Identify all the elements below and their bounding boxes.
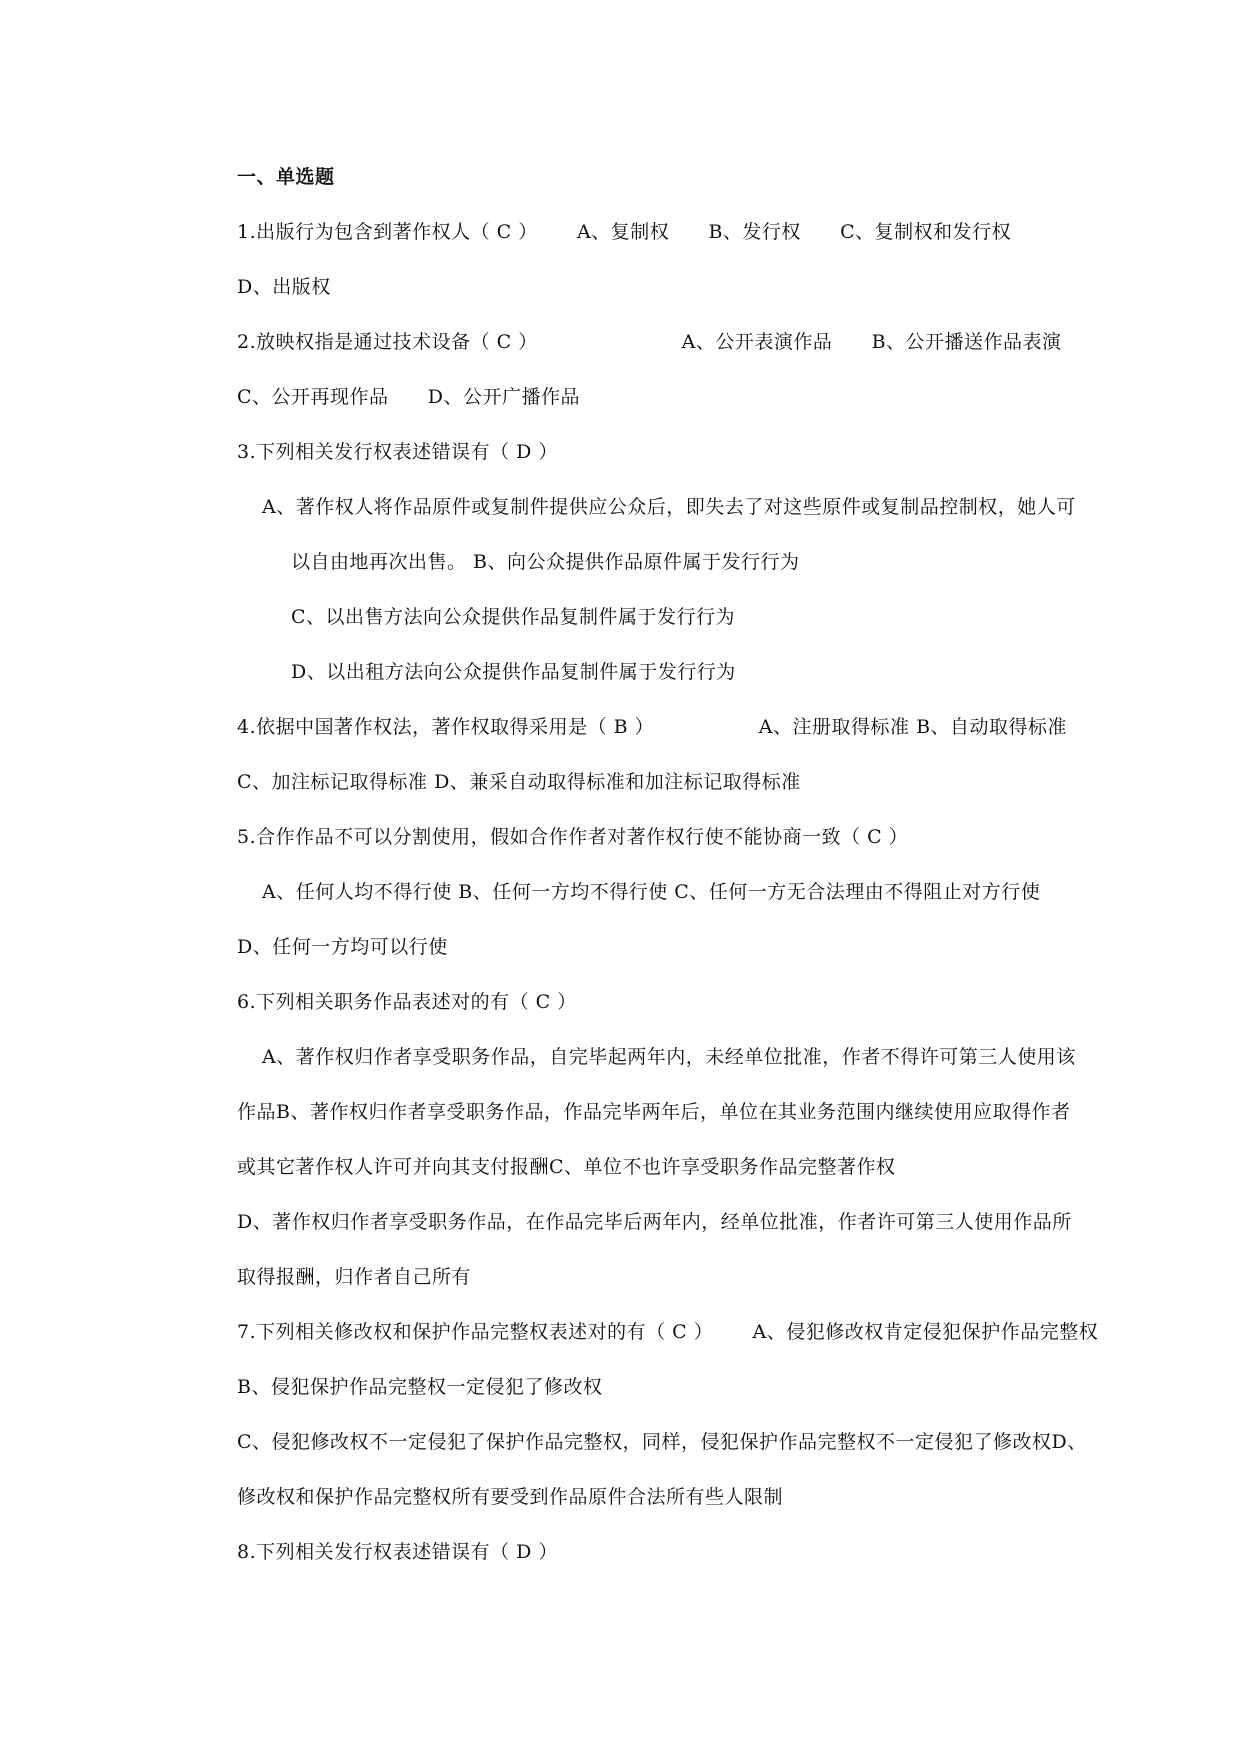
question-4-line: 4.依据中国著作权法，著作权取得采用是（ B ） A、注册取得标准 B、自动取得标准 (237, 716, 1068, 738)
question-3-option-c: C、以出售方法向公众提供作品复制件属于发行行为 (291, 606, 736, 628)
question-7-option-c: C、侵犯修改权不一定侵犯了保护作品完整权，同样，侵犯保护作品完整权不一定侵犯了修改权D、 (237, 1431, 1087, 1453)
question-4-options: C、加注标记取得标准 D、兼采自动取得标准和加注标记取得标准 (237, 771, 801, 793)
question-7-line: 7.下列相关修改权和保护作品完整权表述对的有（ C ） A、侵犯修改权肯定侵犯保护作品完整权 (237, 1321, 1099, 1343)
question-5-line: 5.合作作品不可以分割使用，假如合作作者对著作权行使不能协商一致（ C ） (237, 826, 909, 848)
question-6-option-b: 作品B、著作权归作者享受职务作品，作品完毕两年后，单位在其业务范围内继续使用应取得作者 (237, 1101, 1071, 1123)
question-6-option-d-cont: 取得报酬，归作者自己所有 (237, 1266, 472, 1288)
question-7-option-d: 修改权和保护作品完整权所有要受到作品原件合法所有些人限制 (237, 1486, 784, 1508)
question-1-option-d: D、出版权 (237, 276, 331, 298)
question-7-option-b: B、侵犯保护作品完整权一定侵犯了修改权 (237, 1376, 603, 1398)
question-6-line: 6.下列相关职务作品表述对的有（ C ） (237, 991, 577, 1013)
question-3-option-a-cont: 以自由地再次出售。 B、向公众提供作品原件属于发行行为 (291, 551, 800, 573)
question-8-line: 8.下列相关发行权表述错误有（ D ） (237, 1541, 558, 1563)
question-1-line: 1.出版行为包含到著作权人（ C ） A、复制权 B、发行权 C、复制权和发行权 (237, 221, 1012, 243)
question-2-options: C、公开再现作品 D、公开广播作品 (237, 386, 581, 408)
question-3-option-d: D、以出租方法向公众提供作品复制件属于发行行为 (291, 661, 736, 683)
question-6-option-d: D、著作权归作者享受职务作品，在作品完毕后两年内，经单位批准，作者许可第三人使用作品所 (237, 1211, 1072, 1233)
question-6-option-c: 或其它著作权人许可并向其支付报酬C、单位不也许享受职务作品完整著作权 (237, 1156, 896, 1178)
question-3-line: 3.下列相关发行权表述错误有（ D ） (237, 441, 558, 463)
question-6-option-a: A、著作权归作者享受职务作品，自完毕起两年内，未经单位批准，作者不得许可第三人使用该 (262, 1046, 1076, 1068)
section-heading: 一、单选题 (237, 166, 335, 188)
question-3-option-a: A、著作权人将作品原件或复制件提供应公众后，即失去了对这些原件或复制品控制权，她人可 (262, 496, 1076, 518)
question-5-option-d: D、任何一方均可以行使 (237, 936, 448, 958)
question-5-options: A、任何人均不得行使 B、任何一方均不得行使 C、任何一方无合法理由不得阻止对方行使 (262, 881, 1041, 903)
question-2-line: 2.放映权指是通过技术设备（ C ） A、公开表演作品 B、公开播送作品表演 (237, 331, 1062, 353)
